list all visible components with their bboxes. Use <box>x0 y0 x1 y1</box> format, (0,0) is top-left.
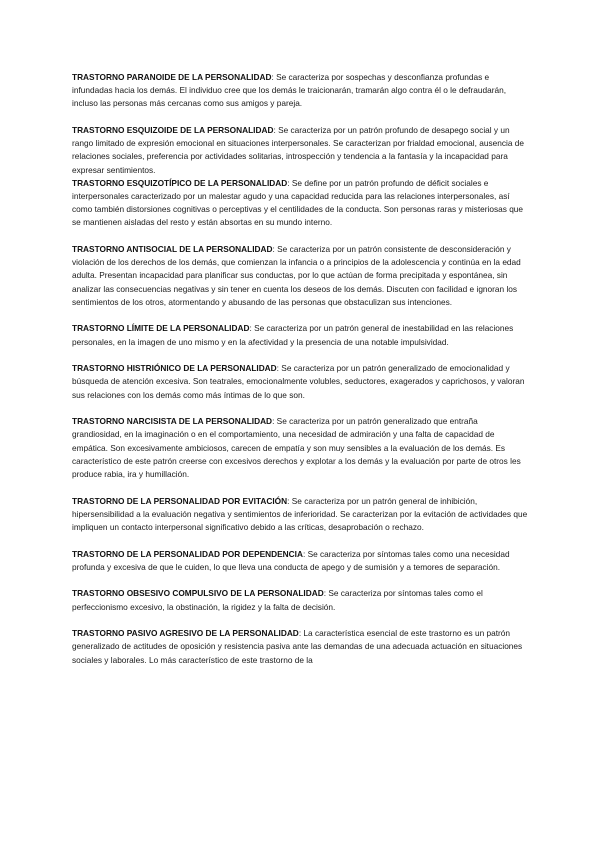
entry-paranoide <box>72 71 528 111</box>
entry-narcisista <box>72 415 528 481</box>
document-page <box>72 71 528 680</box>
entry-term: TRASTORNO DE LA PERSONALIDAD POR DEPENDENCIA <box>72 548 303 559</box>
entry-definition: : Se caracteriza por sospechas y desconfianza profundas e infundadas hacia los demás. El individuo cree que los demás le traicionarán, tramarán algo contra él o le defraudarán, incluso las personas más cercanas como sus amigos y pareja. <box>72 72 506 109</box>
entry-definition: : Se caracteriza por síntomas tales como el perfeccionismo excesivo, la obstinación, la rigidez y la falta de decisión. <box>72 588 483 612</box>
entry-definition: : La característica esencial de este trastorno es un patrón generalizado de actitudes de oposición y resistencia pasiva ante las demandas de una adecuada actuación en situaciones sociales y laborales. Lo más característico de este trastorno de la <box>72 628 523 665</box>
entry-term: TRASTORNO LÍMITE DE LA PERSONALIDAD <box>72 323 250 334</box>
entry-term: TRASTORNO NARCISISTA DE LA PERSONALIDAD <box>72 416 273 427</box>
entry-histrionico <box>72 362 528 402</box>
entry-term: TRASTORNO ESQUIZOTÍPICO DE LA PERSONALIDAD <box>72 177 288 188</box>
entry-term: TRASTORNO PARANOIDE DE LA PERSONALIDAD <box>72 72 272 82</box>
entry-term: TRASTORNO DE LA PERSONALIDAD POR EVITACIÓN <box>72 495 288 506</box>
entry-definition: : Se caracteriza por síntomas tales como una necesidad profunda y excesiva de que le cuiden, lo que lleva una conducta de apego y de sumisión y a temores de separación. <box>72 548 510 572</box>
entry-definition: : Se caracteriza por un patrón consistente de desconsideración y violación de los derechos de los demás, que comienzan la infancia o a principios de la adolescencia y continúa en la edad adulta. Presentan incapacidad para planificar sus conductas, por lo que actúan de forma precipitada y espontánea, sin analizar las consecuencias negativas y sin tener en cuenta los deseos de los demás. Discuten con facilidad e ignoran los sentimientos de los otros, atormentando y abusando de las personas que obstaculizan sus intenciones. <box>72 244 521 307</box>
entry-obsesivo-compulsivo <box>72 587 528 613</box>
entry-pasivo-agresivo <box>72 627 528 667</box>
entry-definition: : Se caracteriza por un patrón generalizado de emocionalidad y búsqueda de atención excesiva. Son teatrales, emocionalmente volubles, seductores, exagerados y caprichosos, y valoran sus relaciones con los demás como más íntimas de lo que son. <box>72 363 525 400</box>
entry-definition: : Se define por un patrón profundo de déficit sociales e interpersonales caracterizado por un malestar agudo y una capacidad reducida para las relaciones interpersonales, así como también distorsiones cognitivas o perceptivas y el centilidades de la conducta. Son personas raras y misteriosas que se mantienen aisladas del resto y están absortas en su mundo interno. <box>72 177 524 228</box>
entry-limite <box>72 322 528 348</box>
entry-definition: : Se caracteriza por un patrón profundo de desapego social y un rango limitado de expresión emocional en situaciones interpersonales. Se caracterizan por frialdad emocional, ausencia de relaciones sociales, preferencia por actividades solitarias, introspección y tendencia a la fantasía y la incapacidad para expresar sentimientos. <box>72 125 524 175</box>
entry-definition: : Se caracteriza por un patrón general de inestabilidad en las relaciones personales, en la imagen de uno mismo y en la afectividad y la presencia de una notable impulsividad. <box>72 323 514 347</box>
entry-dependencia <box>72 548 528 574</box>
entry-antisocial <box>72 243 528 309</box>
entry-term: TRASTORNO OBSESIVO COMPULSIVO DE LA PERSONALIDAD <box>72 588 324 599</box>
entry-definition: : Se caracteriza por un patrón generalizado que entraña grandiosidad, en la imaginación o en el comportamiento, una necesidad de admiración y una falta de capacidad de empática. Son excesivamente ambiciosos, carecen de empatía y son muy sensibles a la evaluación de los demás. Es característico de este patrón creerse con excesivos derechos y explotar a los demás y la evaluación por parte de otros les produce rabia, ira y humillación. <box>72 416 521 480</box>
entry-term: TRASTORNO ANTISOCIAL DE LA PERSONALIDAD <box>72 244 273 255</box>
entry-esquizotipico <box>72 177 528 230</box>
entry-evitacion <box>72 495 528 535</box>
entry-definition: : Se caracteriza por un patrón general de inhibición, hipersensibilidad a la evaluación negativa y sentimientos de inferioridad. Se caracterizan por la evitación de actividades que impliquen un contacto interpersonal significativo debido a las críticas, desaprobación o rechazo. <box>72 495 528 533</box>
entry-term: TRASTORNO ESQUIZOIDE DE LA PERSONALIDAD <box>72 125 274 135</box>
entry-term: TRASTORNO PASIVO AGRESIVO DE LA PERSONALIDAD <box>72 628 299 639</box>
entry-esquizoide <box>72 124 528 177</box>
entry-term: TRASTORNO HISTRIÓNICO DE LA PERSONALIDAD <box>72 363 277 374</box>
